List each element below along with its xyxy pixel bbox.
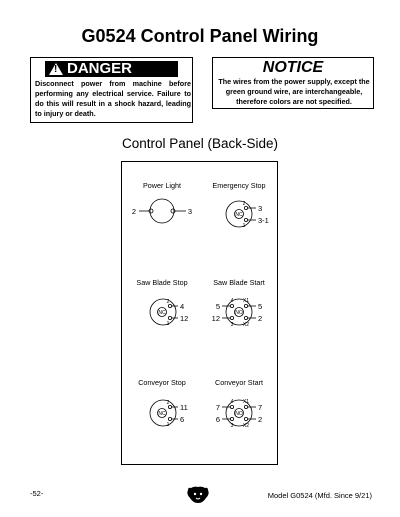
label-saw-blade-stop: Saw Blade Stop bbox=[136, 278, 188, 287]
contact-nc: NC bbox=[158, 310, 166, 316]
contact-nc: NC bbox=[158, 411, 166, 417]
wire-label: 2 bbox=[258, 415, 263, 424]
page-number: -52- bbox=[30, 489, 44, 498]
wire-label: 7 bbox=[258, 403, 263, 412]
terminal-label: X2 bbox=[242, 322, 250, 328]
wire-label: 7 bbox=[215, 403, 220, 412]
danger-text: Disconnect power from machine before performing any electrical service. Failure to do this will result in a shock hazard, leading to injury or death. bbox=[35, 79, 191, 118]
page-title: G0524 Control Panel Wiring bbox=[81, 26, 319, 46]
model-footer: Model G0524 (Mfd. Since 9/21) bbox=[267, 491, 372, 500]
terminal-label: 1 bbox=[242, 223, 246, 229]
terminal-label: 2 bbox=[166, 299, 170, 305]
panel-title: Control Panel (Back-Side) bbox=[121, 136, 279, 151]
wire-label: 4 bbox=[180, 302, 185, 311]
terminal-label: 2 bbox=[166, 400, 170, 406]
label-conveyor-start: Conveyor Start bbox=[215, 378, 263, 387]
notice-label: NOTICE bbox=[262, 59, 324, 76]
terminal-label: 2 bbox=[242, 201, 246, 207]
wire-label: 2 bbox=[258, 314, 263, 323]
terminal-label: 1 bbox=[166, 422, 170, 428]
wire-label: 5 bbox=[258, 302, 263, 311]
wire-label: 5 bbox=[215, 302, 220, 311]
wire-label: 3 bbox=[187, 207, 193, 216]
wire-label: 12 bbox=[211, 314, 220, 323]
wire-label: 11 bbox=[180, 403, 188, 412]
bear-logo-icon bbox=[186, 486, 210, 504]
warning-triangle-icon: ! bbox=[49, 63, 63, 75]
danger-label: DANGER bbox=[67, 60, 133, 77]
label-conveyor-stop: Conveyor Stop bbox=[138, 378, 186, 387]
label-power-light: Power Light bbox=[143, 181, 181, 190]
terminal-label: 4 bbox=[230, 298, 234, 304]
wire-label: 3-1 bbox=[258, 216, 269, 225]
notice-text: The wires from the power supply, except the green ground wire, are interchangeable, therefore colors are not specified. bbox=[218, 77, 370, 106]
terminal-label: X2 bbox=[242, 423, 250, 429]
terminal-label: 3 bbox=[230, 322, 234, 328]
wire-label: 3 bbox=[258, 204, 263, 213]
contact-nc: NC bbox=[235, 212, 243, 218]
contact-no: NO bbox=[235, 310, 243, 316]
terminal-label: 3 bbox=[230, 423, 234, 429]
terminal-label: 1 bbox=[166, 321, 170, 327]
terminal-label: 4 bbox=[230, 399, 234, 405]
wire-label: 12 bbox=[180, 314, 189, 323]
wire-label: 2 bbox=[131, 207, 137, 216]
wire-label: 6 bbox=[215, 415, 220, 424]
label-saw-blade-start: Saw Blade Start bbox=[213, 278, 265, 287]
label-emergency-stop: Emergency Stop bbox=[212, 181, 266, 190]
wire-label: 6 bbox=[180, 415, 185, 424]
power-light-symbol bbox=[139, 199, 186, 223]
terminal-label: X1 bbox=[242, 298, 250, 304]
contact-no: NO bbox=[235, 411, 243, 417]
terminal-label: X1 bbox=[242, 399, 250, 405]
